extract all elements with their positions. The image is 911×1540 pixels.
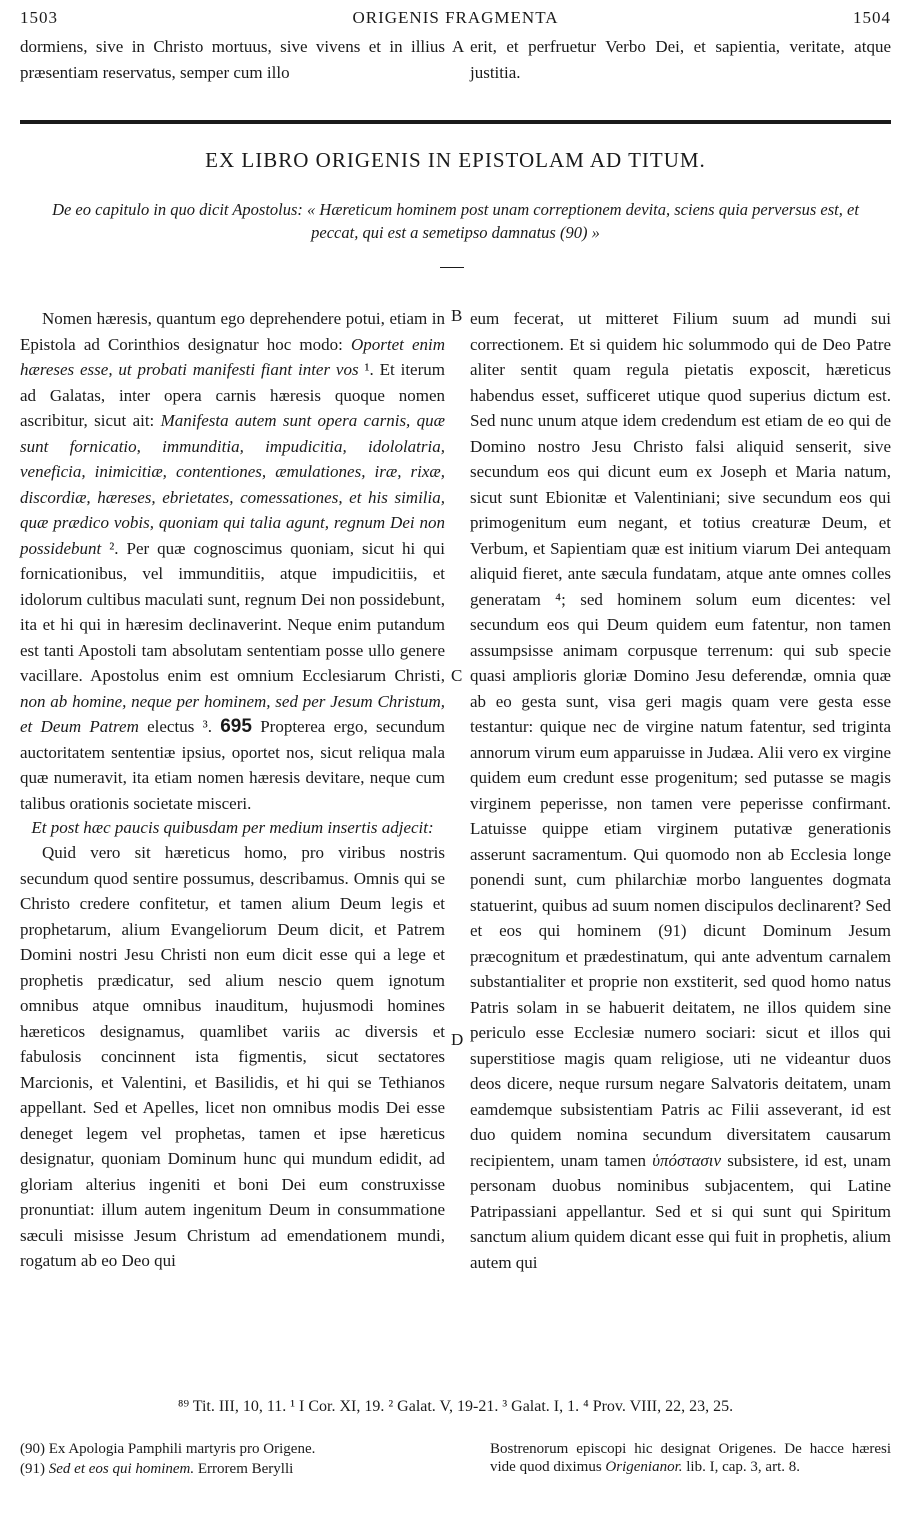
text-run: lib. I, cap. 3, art. 8. bbox=[682, 1459, 800, 1475]
text-run: ¹. Et iterum ad Galatas, inter opera carnis hæresis quoque nomen ascribitur, sicut ait: bbox=[20, 360, 445, 430]
margin-letter-d: D bbox=[451, 1030, 464, 1049]
text-run: ². Per quæ cognoscimus quoniam, sicut hi qui fornicationibus, vel immunditiis, atque impudicitiis, et idolorum cultibus maculati sunt, regnum Dei non possidebunt, ita et hi qui in hæresim declinaverint. Neque enim putandum est tanti Apostoli tam absolutam sententiam posse ullo genere vacillare. Apostolus enim est omnium Ecclesiarum Christi, bbox=[20, 538, 445, 685]
section-title: EX LIBRO ORIGENIS IN EPISTOLAM AD TITUM. bbox=[205, 148, 706, 172]
margin-letter-a: A bbox=[452, 37, 465, 56]
page-number-right: 1504 bbox=[853, 8, 891, 27]
footnote-91-continued bbox=[490, 1440, 891, 1476]
quotation: Oportet enim hæreses esse, ut probati manifesti fiant inter vos bbox=[20, 334, 445, 379]
quotation: non ab homine, neque per hominem, sed per Jesum Christum, et Deum Patrem bbox=[20, 691, 445, 736]
column-number: 695 bbox=[220, 716, 252, 737]
paragraph: Quid vero sit hæreticus homo, pro viribus nostris secundum quod sentire possumus, describamus. Omnis qui se Christo credere confitetur, et tamen alium Deum legis et prophetarum, alium Evangeliorum Deum dicit, et Patrem Domini nostri Jesu Christi non eum dicit esse qui a lege et prophetis prædicatur, sed alium nescio quem ignotum omnibus atque omnibus inauditum, hujusmodi homines hæreticos designamus, quamlibet variis ac diversis et fabulosis concinnent ista figmentis, sicut sectatores Marcionis, et Valentini, et Basilidis, et hi qui se Tethianos appellant. Sed et Apelles, licet non omnibus modis Dei esse deneget legem vel prophetas, tamen et ipse hæreticus designatur, quoniam Dominum hunc qui mundum edidit, ad gloriam alterius ingeniti et boni Dei eum construxisse pronuntiat: illum autem ingenitum Deum in consummatione sæculi misisse Jesum Christum ad emendationem mundi, rogatum ab eo Deo qui bbox=[20, 843, 445, 1270]
footnote-91 bbox=[20, 1460, 445, 1478]
short-divider bbox=[440, 267, 464, 268]
text-run: Nomen hæresis, quantum ego deprehendere potui, etiam in Epistola ad Corinthios designatur hoc modo: bbox=[20, 309, 445, 354]
page-number-left: 1503 bbox=[20, 8, 58, 27]
footnotes-right bbox=[490, 1440, 891, 1478]
running-title: ORIGENIS FRAGMENTA bbox=[352, 8, 559, 27]
text-run: subsistere, id est, unam personam duobus nominibus subjacentem, qui Latine Patripassiani appellantur. Sed et si qui sunt qui Spiritum sanctum alium quidem dicant esse qui fuit in prophetis, alium autem qui bbox=[470, 1150, 892, 1272]
paragraph bbox=[20, 306, 445, 816]
left-column bbox=[20, 306, 445, 1274]
text-run: Propterea ergo, secundum auctoritatem sententiæ ipsius, oportet nos, sicut reliqua mala quæ numeravit, ita etiam nomen hæresis devitare, neque cum talibus orationis societate misceri. bbox=[20, 717, 445, 813]
text-run: Sed et eos qui hominem. bbox=[48, 1461, 195, 1477]
text-run: Errorem Berylli bbox=[194, 1461, 294, 1477]
paragraph bbox=[470, 306, 891, 1275]
right-column bbox=[470, 306, 891, 1275]
continuation-text bbox=[20, 34, 891, 94]
margin-letter-c: C bbox=[451, 666, 463, 685]
greek-word: ὑπόστασιν bbox=[652, 1150, 722, 1170]
text-run: (91) bbox=[20, 1461, 49, 1477]
footnotes-left bbox=[20, 1440, 445, 1480]
scripture-references: ⁸⁹ Tit. III, 10, 11. ¹ I Cor. XI, 19. ² Galat. V, 19-21. ³ Galat. I, 1. ⁴ Prov. VIII, 22, 23, 25. bbox=[177, 1398, 734, 1415]
running-head bbox=[20, 8, 891, 32]
text-run: eum fecerat, ut mitteret Filium suum ad mundi sui correctionem. Et si quidem hic solummodo qui de Deo Patre aliter sentit quam regula pietatis exposcit, hæreticus habendus esset, sufficeret utique quod superius dictum est. Sed nunc unum atque idem credendum est etiam de eo qui de Domino nostro Jesu Christo falsi aliquid senserit, sive secundum eos qui dicunt eum ex Joseph et Maria natum, sicut sunt Ebionitæ et Valentiniani; sive secundum eos qui primogenitum eum negant, et totius creaturæ Deum, et Verbum, et Sapientiam quæ est initium viarum Dei antequam aliquid fieret, ante sæcula fundatam, atque ante omnes colles generatam ⁴; sed hominem solum eum dicentes: vel secundum eos qui Deum quidem eum fatentur, non tamen assumpsisse animam corpusque terrenum: qui sub specie quasi amplioris gloriæ Domino Jesu deferendæ, omnia quæ ab eo gesta sunt, visa geri magis quam vere gesta esse testantur: quique nec de virgine natum fatentur, sed triginta annorum virum eum apparuisse in Judæa. Alii vero ex virgine quidem eum credunt esse progenitum; sed putasse se magis virginem peperisse, non tamen vere peperisse confirmant. Latuisse quippe etiam virginem putativæ generationis asserunt sacramentum. Qui quomodo non ab Ecclesia longe ponendi sunt, cum philarchiæ morbo languentes dogmata statuerint, quibus ad suum nomen discipulos declinarent? Sed et eos qui hominem (91) dicunt Dominum Jesum præcognitum et prædestinatum, qui ante adventum carnalem substantialiter et proprie non exstiterit, sed quod homo natus Patris solam in se habuerit deitatem, ne illos quidem sine periculo esse Ecclesiæ numero sociari: sicut et illos qui superstitiose magis quam religiose, uti ne videantur duos deos dicere, neque rursum negare Salvatoris deitatem, unam eamdemque subsistentiam Patris ac Filii asseverant, id est duo quidem nomina secundum diversitatem causarum recipientem, unam tamen bbox=[470, 309, 891, 1170]
text-run: electus ³. bbox=[138, 717, 221, 736]
section-divider bbox=[20, 120, 891, 124]
margin-letter-b: B bbox=[451, 306, 463, 325]
continuation-right: erit, et perfruetur Verbo Dei, et sapientia, veritate, atque justitia. bbox=[470, 37, 891, 82]
continuation-left: dormiens, sive in Christo mortuus, sive vivens et in illius præsentiam reservatus, semper cum illo bbox=[20, 37, 445, 82]
quotation: Manifesta autem sunt opera carnis, quæ sunt fornicatio, immunditia, impudicitia, idololatria, veneficia, inimicitiæ, contentiones, æmulationes, iræ, rixæ, discordiæ, hæreses, ebrietates, comessationes, et his similia, quæ prædico vobis, quoniam qui talia agunt, regnum Dei non possidebunt bbox=[20, 411, 445, 558]
footnote-90: (90) Ex Apologia Pamphili martyris pro Origene. bbox=[20, 1441, 316, 1457]
section-subtitle: De eo capitulo in quo dicit Apostolus: « Hæreticum hominem post unam correptionem devita, sciens quia perversus est, et peccat, qui est a semetipso damnatus (90) » bbox=[52, 200, 859, 242]
text-run: Bostrenorum episcopi hic designat Origenes. De hacce hæresi vide quod diximus bbox=[490, 1441, 891, 1475]
text-run: Origenianor. bbox=[605, 1459, 683, 1475]
interlude: Et post hæc paucis quibusdam per medium insertis adjecit: bbox=[31, 818, 434, 837]
